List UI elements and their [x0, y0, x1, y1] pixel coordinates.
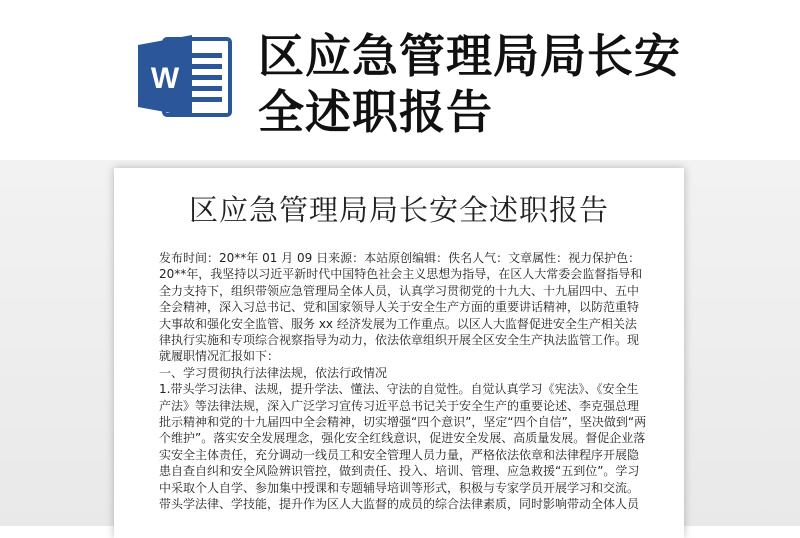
document-line: 中采取个人自学、参加集中授课和专题辅导培训等形式，积极与专家学员开展学习和交流。 [159, 480, 640, 495]
document-line: 产法》等法律法规，深入广泛学习宣传习近平总书记关于安全生产的重要论述、李克强总理 [159, 398, 640, 413]
document-title: 区应急管理局局长安全述职报告 [188, 193, 609, 227]
word-doc-icon [138, 33, 234, 119]
page-title-line1: 区应急管理局局长安 [258, 29, 681, 83]
page-header [0, 0, 800, 160]
document-body [159, 250, 649, 513]
document-line: 就履职情况汇报如下： [159, 349, 280, 364]
document-line: 20**年，我坚持以习近平新时代中国特色社会主义思想为指导，在区人大常委会监督指导和 [159, 267, 643, 282]
document-line: 大事故和强化安全监管、服务 xx 经济发展为工作重点。以区人大监督促进安全生产相关法 [159, 316, 637, 331]
page-title [258, 28, 778, 140]
document-line: 实安全主体责任，充分调动一线员工和安全管理人员力量，严格依法依章和法律程序开展隐 [159, 447, 640, 462]
document-line: 1.带头学习法律、法规，提升学法、懂法、守法的自觉性。自觉认真学习《宪法》、《安全生 [159, 382, 639, 397]
document-line: 律执行实施和专项综合视察指导为动力，依法依章组织开展全区安全生产执法监管工作。现 [159, 333, 640, 348]
word-icon-letter: W [150, 62, 180, 95]
document-line: 一、学习贯彻执行法律法规，依法行政情况 [159, 365, 388, 380]
page-title-line2: 全述职报告 [258, 85, 493, 139]
document-line: 个维护”。落实安全发展理念，强化安全红线意识，促进安全发展、高质量发展。督促企业落 [159, 431, 646, 446]
document-line: 发布时间：20**年 01 月 09 日来源：本站原创编辑：佚名人气：文章属性：视力保护色： [159, 251, 641, 265]
document-line: 带头学法律、学技能，提升作为区人大监督的成员的综合法律素质，同时影响带动全体人员 [159, 497, 640, 512]
document-line: 全会精神，深入习总书记、党和国家领导人关于安全生产方面的重要讲话精神，以防范重特 [159, 300, 640, 315]
document-line: 患自查自纠和安全风险辨识管控，做到责任、投入、培训、管理、应急救援“五到位”。学习 [159, 464, 640, 479]
document-page [114, 168, 684, 538]
document-line: 全力支持下，组织带领应急管理局全体人员，认真学习贯彻党的十九大、十九届四中、五中 [159, 283, 640, 298]
document-line: 批示精神和党的十九届四中全会精神，切实增强“四个意识”，坚定“四个自信”，坚决做到“两 [159, 415, 647, 430]
